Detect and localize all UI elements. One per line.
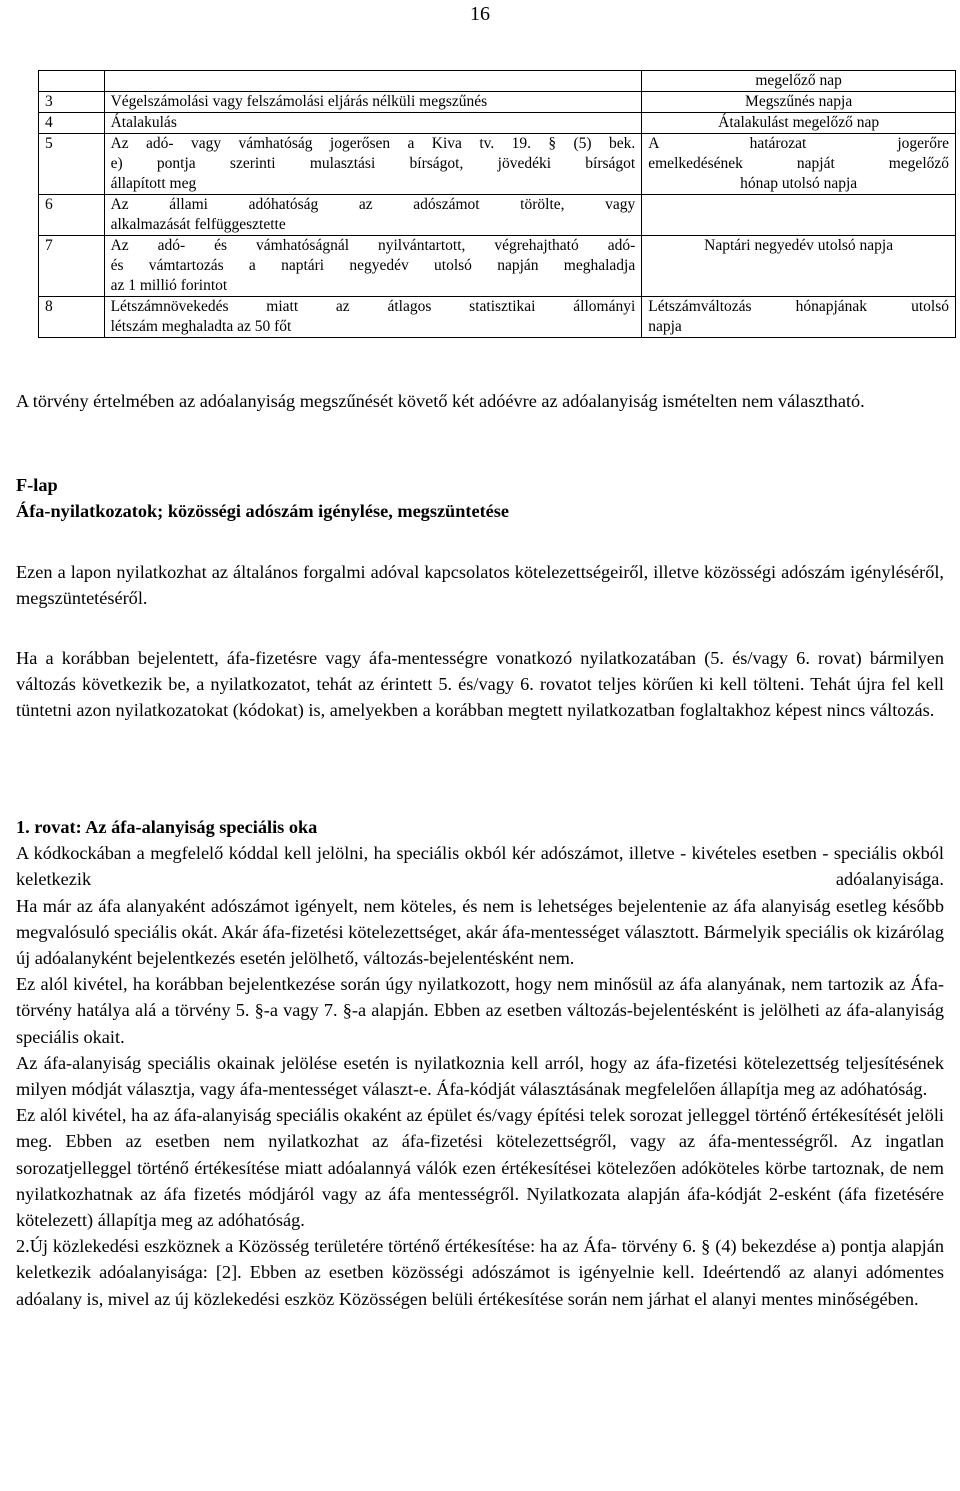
date-line: A határozat jogerőre — [648, 135, 949, 152]
description-line: az 1 millió forintot — [110, 277, 228, 294]
rovat1-heading: 1. rovat: Az áfa-alanyiság speciális oka — [16, 817, 318, 837]
row-description: Átalakulás — [104, 113, 642, 134]
description-line: Az adó- vagy vámhatóság jogerősen a Kiva tv. 19. § (5) bek. — [110, 135, 636, 152]
table-row — [39, 236, 956, 297]
row-description — [104, 297, 642, 338]
description-line: alkalmazását felfüggesztette — [110, 216, 286, 233]
paragraph: Ez alól kivétel, ha korábban bejelentkezése során úgy nyilatkozott, hogy nem minősül az áfa alanyának, nem tartozik az Áfa-törvény hatálya alá a törvény 5. §-a vagy 7. §-a alapján. Ebben az esetben változás-bejelentésként is jelölheti az áfa-alanyiság speciális okait. — [16, 974, 944, 1047]
date-line: Létszámváltozás hónapjának utolsó — [648, 298, 949, 315]
section-title: Áfa-nyilatkozatok; közösségi adószám igénylése, megszüntetése — [16, 501, 510, 522]
row-date — [642, 134, 956, 195]
row-date — [642, 195, 956, 236]
date-line: napja — [648, 318, 682, 335]
paragraph: Ha a korábban bejelentett, áfa-fizetésre vagy áfa-mentességre vonatkozó nyilatkozatában (5. és/vagy 6. rovat) bármilyen változás következik be, a nyilatkozatot, tehát az érintett 5. és/vagy 6. rovatot teljes körűen ki kell tölteni. Tehát újra fel kell tüntetni azon nyilatkozatokat (kódokat) is, amelyekben a korábban megtett nyilatkozatban foglaltakhoz képest nincs változás. — [16, 648, 944, 721]
row-number: 8 — [39, 297, 105, 338]
description-line: Az adó- és vámhatóságnál nyilvántartott, végrehajtható adó- — [110, 237, 636, 254]
section-header — [16, 472, 944, 524]
date-line: emelkedésének napját megelőző — [648, 155, 949, 172]
table-row — [39, 297, 956, 338]
description-line: Az állami adóhatóság az adószámot törölte, vagy — [110, 196, 636, 213]
paragraph: A kódkockában a megfelelő kóddal kell jelölni, ha speciális okból kér adószámot, illetve - kivételes esetben - speciális okból keletkezik adóalanyisága. — [16, 843, 944, 890]
page-number: 16 — [470, 3, 490, 25]
row-date: Megszűnés napja — [642, 92, 956, 113]
row-description — [104, 71, 642, 92]
row-description — [104, 236, 642, 297]
row-date: Naptári negyedév utolsó napja — [642, 236, 956, 297]
table-row — [39, 71, 956, 92]
description-line: állapított meg — [110, 175, 197, 192]
row-date — [642, 297, 956, 338]
description-line: létszám meghaladta az 50 főt — [110, 318, 292, 335]
table-row — [39, 113, 956, 134]
row-date: Átalakulást megelőző nap — [642, 113, 956, 134]
paragraph: Az áfa-alanyiság speciális okainak jelölése esetén is nyilatkoznia kell arról, hogy az áfa-fizetési kötelezettség teljesítésének milyen módját választja, vagy áfa-mentességet választ-e. Áfa-kódját választásának megfelelően állapítja meg az adóhatóság. — [16, 1052, 944, 1100]
section-label: F-lap — [16, 475, 58, 495]
row-number — [39, 71, 105, 92]
row-description — [104, 195, 642, 236]
table-row — [39, 195, 956, 236]
after-table-text — [16, 388, 944, 414]
row-number: 7 — [39, 236, 105, 297]
row-description: Végelszámolási vagy felszámolási eljárás nélküli megszűnés — [104, 92, 642, 113]
description-line: e) pontja szerinti mulasztási bírságot, jövedéki bírságot — [110, 155, 636, 172]
row-number: 6 — [39, 195, 105, 236]
description-line: Létszámnövekedés miatt az átlagos statisztikai állományi — [110, 298, 636, 315]
row-date: megelőző nap — [642, 71, 956, 92]
table-row — [39, 134, 956, 195]
paragraph: Ha már az áfa alanyaként adószámot igényelt, nem köteles, és nem is lehetséges bejelentenie az áfa alanyiság esetleg később megvalósuló speciális okát. Akár áfa-fizetési kötelezettséget, akár áfa-mentességet választott. Bármelyik speciális ok kizárólag új adóalanyként bejelentkezés esetén jelölhető, változás-bejelentésként nem. — [16, 895, 944, 969]
table-row — [39, 92, 956, 113]
paragraph: Ezen a lapon nyilatkozhat az általános forgalmi adóval kapcsolatos kötelezettségeiről, illetve közösségi adószám igényléséről, megszüntetéséről. — [16, 562, 944, 609]
intro-paragraph — [16, 559, 944, 611]
row-number: 4 — [39, 113, 105, 134]
row-number: 5 — [39, 134, 105, 195]
paragraph: 2.Új közlekedési eszköznek a Közösség területére történő értékesítése: ha az Áfa- törvény 6. § (4) bekezdése a) pontja alapján keletkezik adóalanyisága: [2]. Ebben az esetben közösségi adószámot is igényelnie kell. Ideértendő az alanyi adómentes adóalany is, mivel az új közlekedési eszköz Közösségen belüli értékesítése során nem járhat el alanyi mentes minőségében. — [16, 1236, 944, 1309]
change-paragraph — [16, 645, 944, 724]
description-line: és vámtartozás a naptári negyedév utolsó napján meghaladja — [110, 257, 636, 274]
row-description — [104, 134, 642, 195]
date-line: hónap utolsó napja — [740, 175, 858, 192]
termination-date-table — [38, 70, 956, 338]
after-table-paragraph: A törvény értelmében az adóalanyiság megszűnését követő két adóévre az adóalanyiság ismételten nem választható. — [16, 391, 865, 411]
paragraph: Ez alól kivétel, ha az áfa-alanyiság speciális okaként az épület és/vagy építési telek sorozat jelleggel történő értékesítését jelöli meg. Ebben az esetben nem nyilatkozhat az áfa-fizetési kötelezettségről, vagy az áfa-mentességről. Az ingatlan sorozatjelleggel történő értékesítése miatt adóalannyá válók ezen értékesítései kötelezően adóköteles körbe tartoznak, de nem nyilatkozhatnak az áfa fizetés módjáról vagy az áfa mentességről. Nyilatkozata alapján áfa-kódját 2-esként (áfa fizetésére kötelezett) állapítja meg az adóhatóság. — [16, 1105, 944, 1231]
rovat1-section — [16, 814, 944, 1312]
row-number: 3 — [39, 92, 105, 113]
